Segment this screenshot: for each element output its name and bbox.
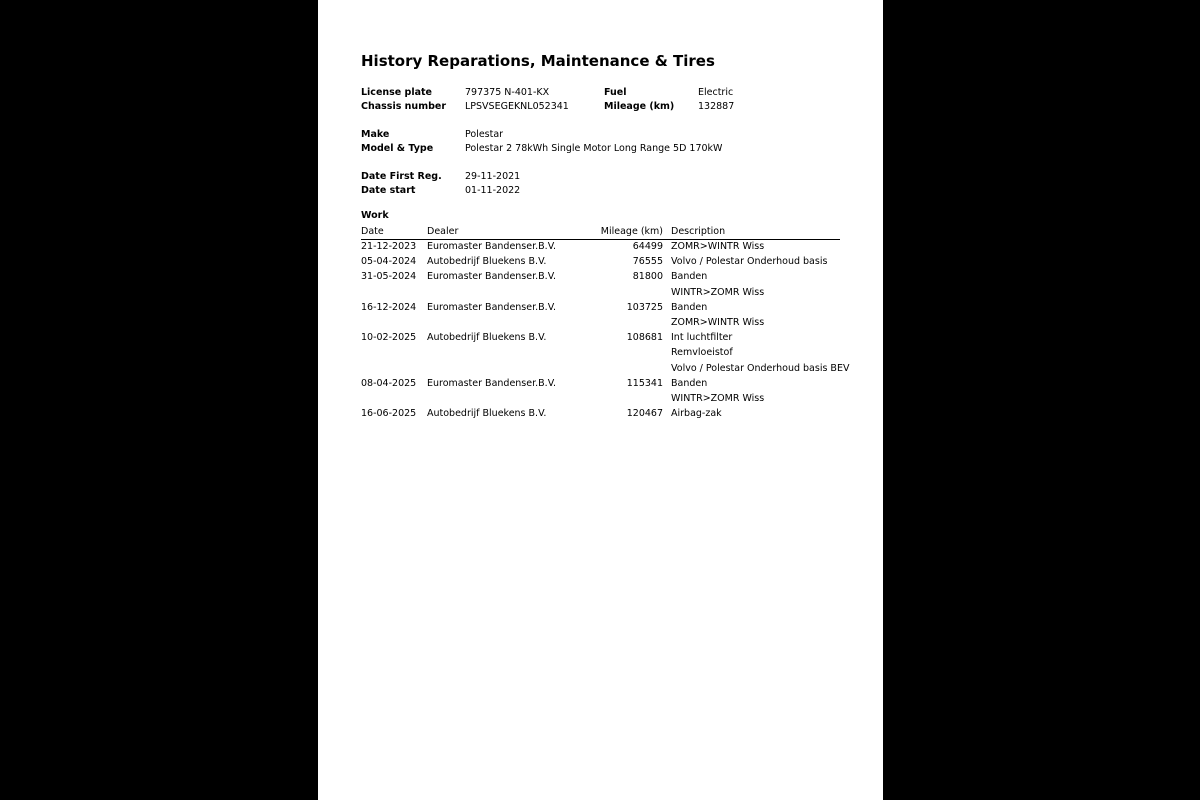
chassis-value: LPSVSEGEKNL052341	[465, 101, 569, 112]
work-date: 08-04-2025	[361, 377, 417, 389]
fuel-value: Electric	[698, 87, 734, 98]
license-plate-value: 797375 N-401-KX	[465, 87, 550, 98]
work-description	[671, 377, 840, 407]
table-row	[361, 270, 840, 300]
column-header-mileage: Mileage (km)	[600, 226, 663, 237]
work-mileage: 120467	[626, 408, 663, 420]
page-title: History Reparations, Maintenance & Tires	[361, 52, 715, 70]
work-description-line: Banden	[671, 377, 708, 389]
date-start-label: Date start	[361, 185, 416, 196]
work-date: 05-04-2024	[361, 256, 417, 268]
work-mileage: 108681	[626, 332, 663, 344]
work-date: 31-05-2024	[361, 271, 417, 283]
document-page	[318, 0, 883, 800]
work-description-line: Volvo / Polestar Onderhoud basis BEV	[671, 362, 850, 374]
work-mileage: 76555	[632, 256, 663, 268]
column-header-date: Date	[361, 226, 384, 237]
work-dealer: Autobedrijf Bluekens B.V.	[427, 332, 547, 344]
work-dealer: Autobedrijf Bluekens B.V.	[427, 256, 547, 268]
work-description-line: ZOMR>WINTR Wiss	[671, 241, 765, 252]
mileage-value: 132887	[698, 101, 735, 112]
work-dealer: Euromaster Bandenser.B.V.	[427, 271, 556, 283]
work-description	[671, 407, 840, 422]
work-description-line: Volvo / Polestar Onderhoud basis	[671, 256, 828, 268]
work-mileage: 115341	[626, 377, 663, 389]
work-heading: Work	[361, 210, 389, 221]
first-reg-label: Date First Reg.	[361, 171, 442, 182]
work-date: 10-02-2025	[361, 332, 417, 344]
make-value: Polestar	[465, 129, 504, 140]
work-table-header	[361, 226, 840, 240]
work-description-line: Remvloeistof	[671, 347, 733, 359]
mileage-label: Mileage (km)	[604, 101, 675, 112]
column-header-dealer: Dealer	[427, 226, 459, 237]
table-row	[361, 240, 840, 255]
date-start-value: 01-11-2022	[465, 185, 521, 196]
work-description-line: Banden	[671, 301, 708, 313]
table-row	[361, 331, 850, 377]
table-row	[361, 377, 840, 407]
work-description	[671, 240, 840, 255]
work-description-line: Airbag-zak	[671, 408, 722, 420]
work-dealer: Autobedrijf Bluekens B.V.	[427, 408, 547, 420]
work-dealer: Euromaster Bandenser.B.V.	[427, 301, 556, 313]
work-date: 21-12-2023	[361, 241, 417, 252]
license-plate-label: License plate	[361, 87, 433, 98]
work-date: 16-12-2024	[361, 301, 417, 313]
work-description-line: WINTR>ZOMR Wiss	[671, 392, 765, 404]
work-mileage: 64499	[632, 241, 663, 252]
work-description	[671, 331, 850, 377]
model-label: Model & Type	[361, 143, 434, 154]
work-description-line: ZOMR>WINTR Wiss	[671, 316, 765, 328]
work-table-body	[361, 240, 850, 422]
make-label: Make	[361, 129, 390, 140]
work-mileage: 81800	[632, 271, 663, 283]
work-description-line: Int luchtfilter	[671, 332, 733, 344]
work-dealer: Euromaster Bandenser.B.V.	[427, 377, 556, 389]
table-row	[361, 407, 840, 422]
work-description	[671, 301, 840, 331]
work-description-line: WINTR>ZOMR Wiss	[671, 286, 765, 298]
column-header-description: Description	[671, 226, 726, 237]
work-date: 16-06-2025	[361, 408, 417, 420]
work-table	[361, 226, 850, 422]
chassis-label: Chassis number	[361, 101, 447, 112]
work-mileage: 103725	[626, 301, 663, 313]
fuel-label: Fuel	[604, 87, 627, 98]
work-description	[671, 255, 840, 270]
table-row	[361, 255, 840, 270]
work-dealer: Euromaster Bandenser.B.V.	[427, 241, 556, 252]
first-reg-value: 29-11-2021	[465, 171, 521, 182]
model-value: Polestar 2 78kWh Single Motor Long Range 5D 170kW	[465, 143, 723, 154]
work-description	[671, 270, 840, 300]
table-row	[361, 301, 840, 331]
work-description-line: Banden	[671, 271, 708, 283]
